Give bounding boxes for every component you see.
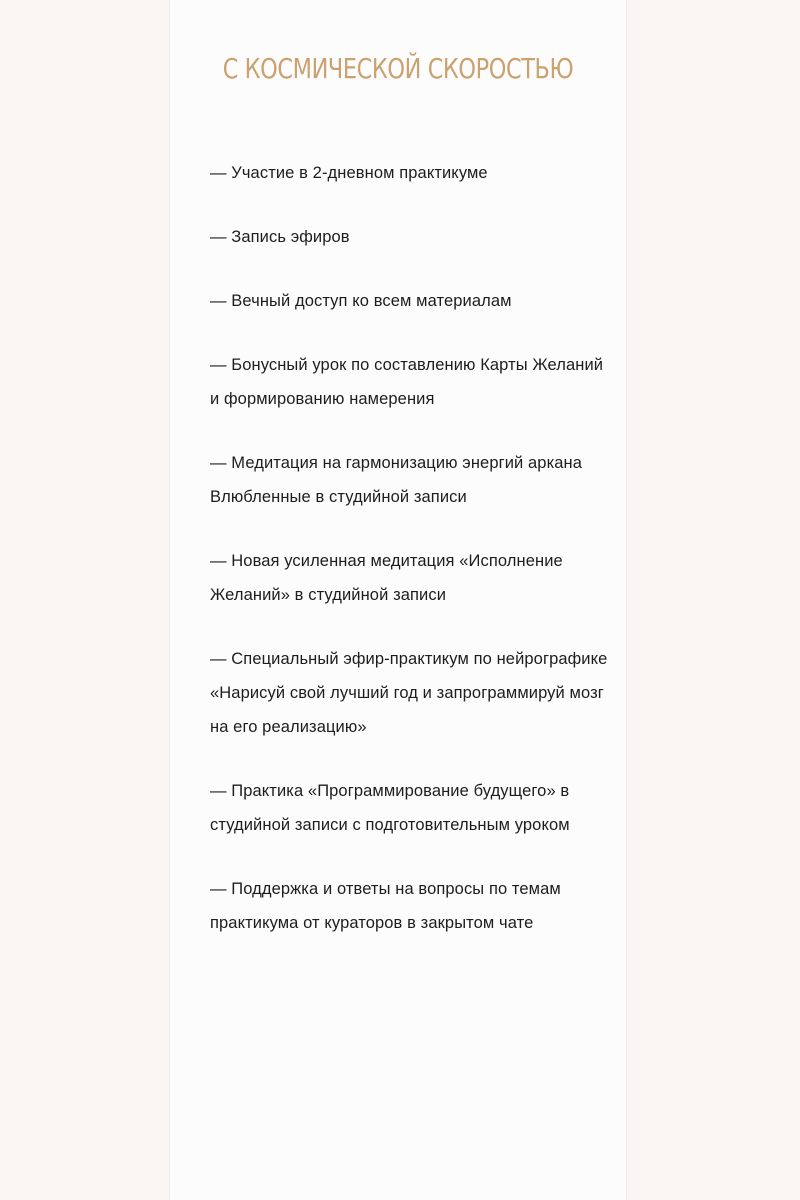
- feature-item-2: — Запись эфиров: [210, 228, 350, 246]
- feature-item-5: — Медитация на гармонизацию энергий аркана Влюбленные в студийной записи: [210, 454, 583, 506]
- feature-item-9: — Поддержка и ответы на вопросы по темам практикума от кураторов в закрытом чате: [210, 880, 561, 932]
- feature-item-3: — Вечный доступ ко всем материалам: [210, 292, 512, 310]
- tariff-title: С КОСМИЧЕСКОЙ СКОРОСТЬЮ: [222, 52, 574, 85]
- feature-item-6: — Новая усиленная медитация «Исполнение Желаний» в студийной записи: [210, 552, 563, 604]
- feature-item-4: — Бонусный урок по составлению Карты Желаний и формированию намерения: [210, 356, 604, 408]
- feature-item-7: — Специальный эфир-практикум по нейрографике «Нарисуй свой лучший год и запрограммируй мозг на его реализацию»: [210, 650, 608, 736]
- feature-item-8: — Практика «Программирование будущего» в студийной записи с подготовительным уроком: [210, 782, 570, 834]
- feature-item-1: — Участие в 2-дневном практикуме: [210, 164, 488, 182]
- tariff-card: [170, 0, 626, 1200]
- features-list: [210, 156, 610, 970]
